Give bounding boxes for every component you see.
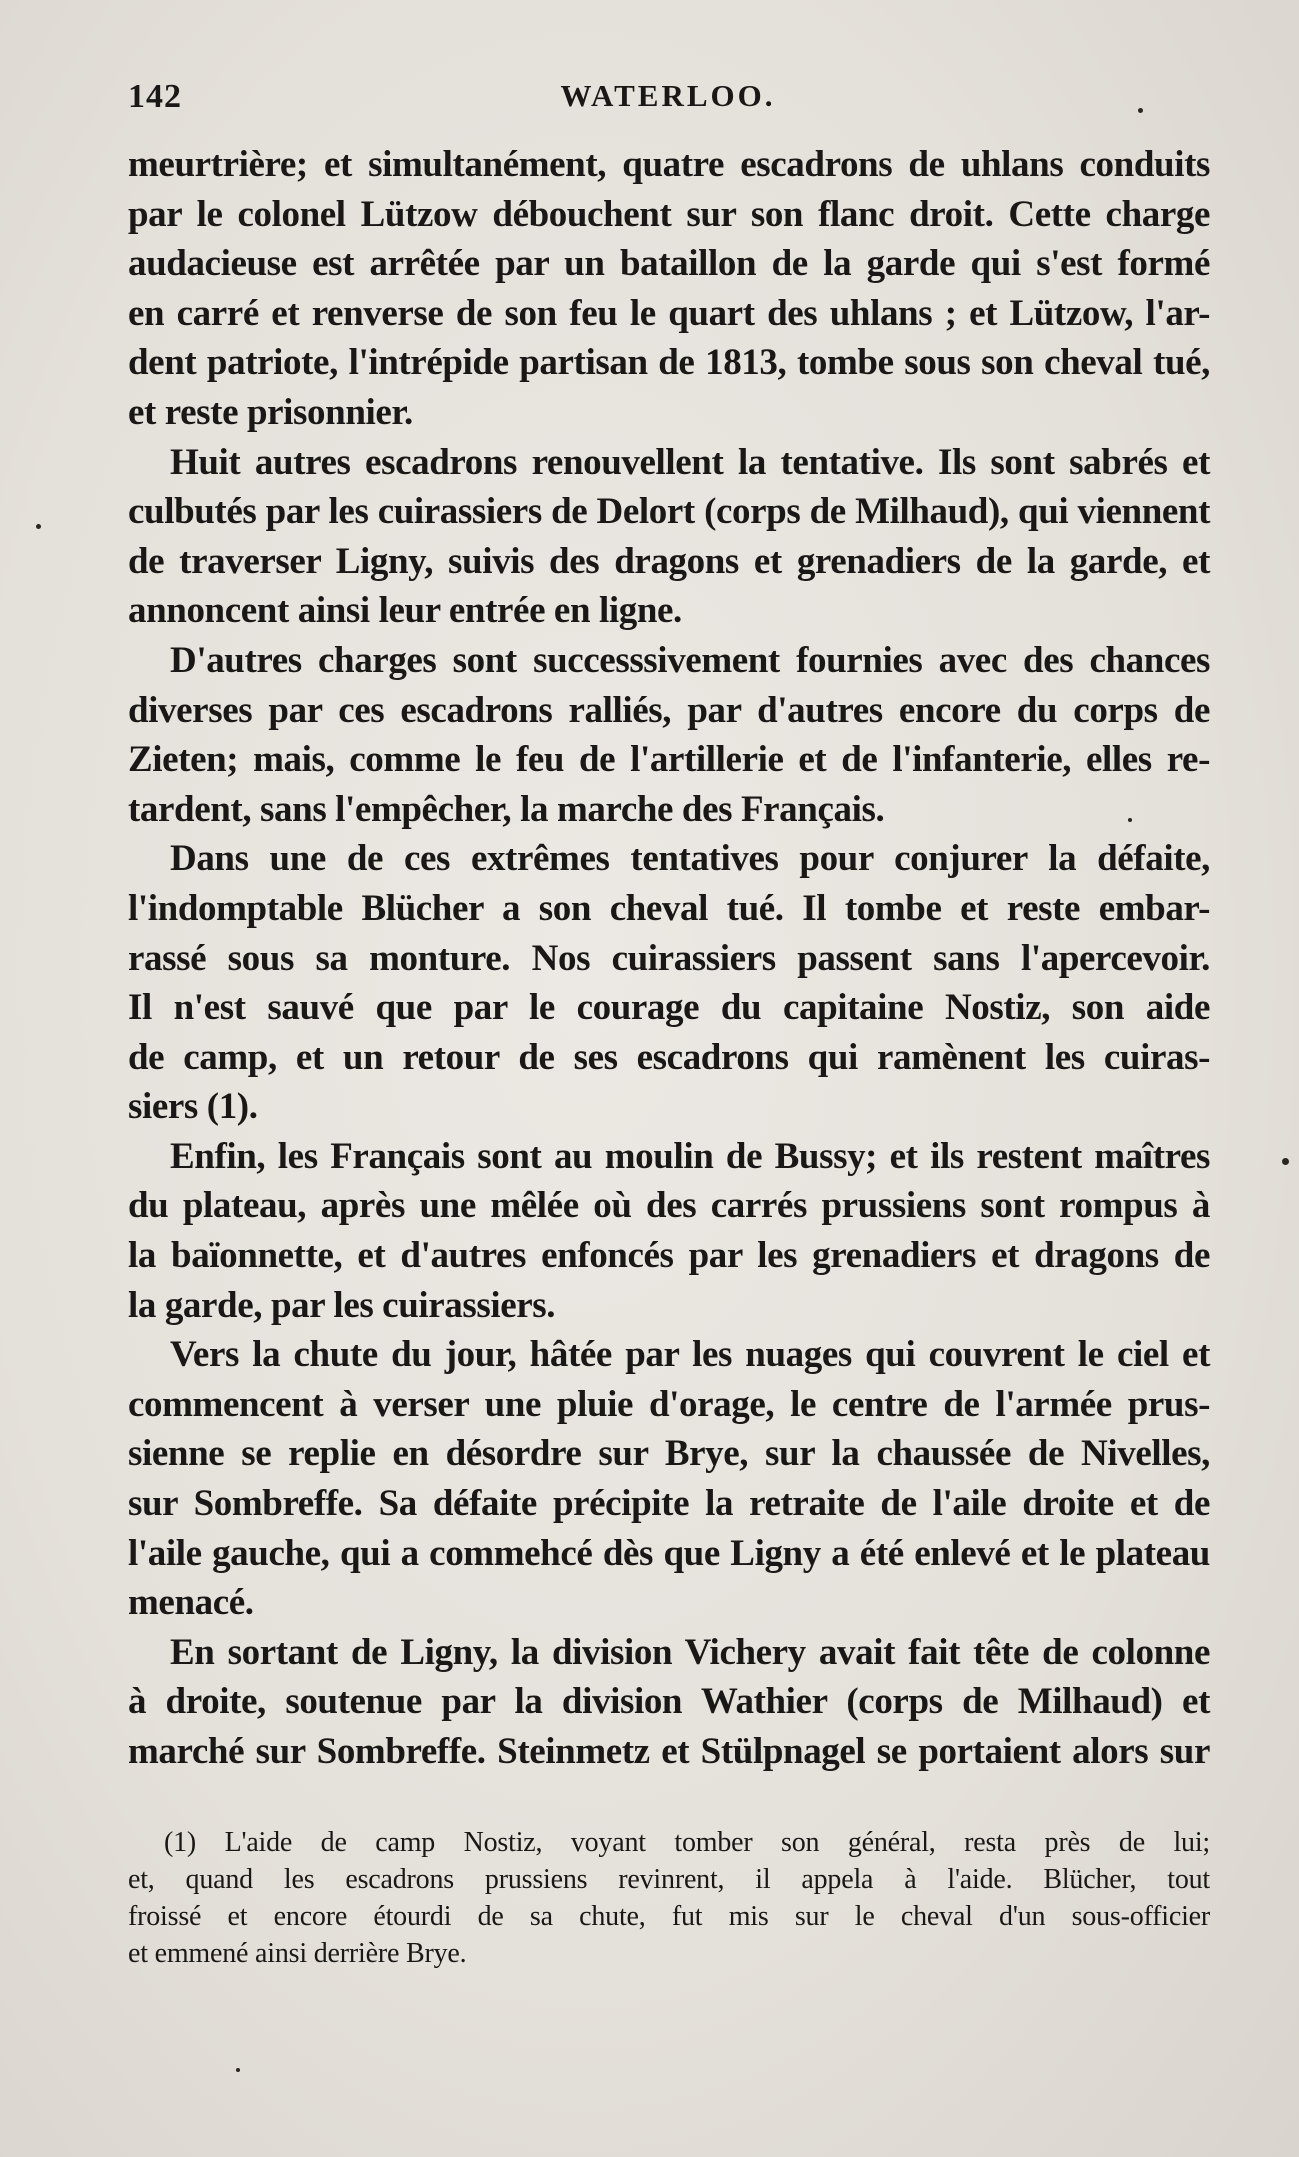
ink-speck [1128, 818, 1132, 822]
footnotes [128, 1824, 1210, 1972]
text-line: siers (1). [128, 1086, 258, 1128]
text-line: menacé. [128, 1582, 254, 1624]
footnote-line: et, quand les escadrons prussiens revinrent, il appela à l'aide. Blücher, tout [128, 1864, 1210, 1895]
text-line: Enfin, les Français sont au moulin de Bussy; et ils restent maîtres [170, 1135, 1210, 1177]
text-line: par le colonel Lützow débouchent sur son flanc droit. Cette charge [128, 193, 1210, 235]
text-line: audacieuse est arrêtée par un bataillon de la garde qui s'est formé [128, 243, 1210, 285]
text-line: sur Sombreffe. Sa défaite précipite la retraite de l'aile droite et de [128, 1483, 1210, 1525]
running-title: WATERLOO. [560, 78, 776, 113]
text-line: sienne se replie en désordre sur Brye, sur la chaussée de Nivelles, [128, 1433, 1210, 1475]
text-line: en carré et renverse de son feu le quart des uhlans ; et Lützow, l'ar- [128, 292, 1210, 334]
text-line: à droite, soutenue par la division Wathier (corps de Milhaud) et [128, 1681, 1210, 1723]
footnote-line: froissé et encore étourdi de sa chute, fut mis sur le cheval d'un sous-officier [128, 1901, 1210, 1932]
text-line: de camp, et un retour de ses escadrons qui ramènent les cuiras- [128, 1036, 1210, 1078]
text-line: Il n'est sauvé que par le courage du capitaine Nostiz, son aide [128, 987, 1210, 1029]
text-line: la garde, par les cuirassiers. [128, 1284, 556, 1326]
text-line: la baïonnette, et d'autres enfoncés par les grenadiers et dragons de [128, 1235, 1210, 1277]
text-line: l'indomptable Blücher a son cheval tué. Il tombe et reste embar- [128, 887, 1210, 929]
text-line: culbutés par les cuirassiers de Delort (corps de Milhaud), qui viennent [128, 491, 1210, 533]
text-line: tardent, sans l'empêcher, la marche des Français. [128, 788, 885, 830]
text-line: D'autres charges sont successsivement fournies avec des chances [170, 639, 1210, 681]
text-line: rassé sous sa monture. Nos cuirassiers passent sans l'apercevoir. [128, 937, 1210, 979]
footnote-line: (1) L'aide de camp Nostiz, voyant tomber son général, resta près de lui; [164, 1827, 1210, 1858]
text-line: En sortant de Ligny, la division Vichery avait fait tête de colonne [170, 1631, 1210, 1673]
text-line: Huit autres escadrons renouvellent la tentative. Ils sont sabrés et [170, 441, 1210, 483]
page-number: 142 [128, 78, 182, 115]
ink-speck [36, 524, 41, 529]
text-line: meurtrière; et simultanément, quatre escadrons de uhlans conduits [128, 144, 1210, 185]
footnote-line: et emmené ainsi derrière Brye. [128, 1938, 467, 1969]
page-header [128, 78, 1208, 124]
text-line: Zieten; mais, comme le feu de l'artillerie et de l'infanterie, elles re- [128, 739, 1210, 781]
ink-speck [236, 2068, 240, 2072]
text-line: l'aile gauche, qui a commehcé dès que Ligny a été enlevé et le plateau [128, 1532, 1210, 1574]
text-line: diverses par ces escadrons ralliés, par d'autres encore du corps de [128, 689, 1210, 731]
text-line: Vers la chute du jour, hâtée par les nuages qui couvrent le ciel et [170, 1334, 1210, 1376]
text-line: dent patriote, l'intrépide partisan de 1813, tombe sous son cheval tué, [128, 342, 1210, 384]
text-line: annoncent ainsi leur entrée en ligne. [128, 590, 682, 632]
ink-speck [1138, 108, 1143, 113]
text-line: et reste prisonnier. [128, 391, 413, 433]
text-line: Dans une de ces extrêmes tentatives pour conjurer la défaite, [170, 838, 1210, 880]
text-line: de traverser Ligny, suivis des dragons et grenadiers de la garde, et [128, 540, 1210, 582]
text-line: commencent à verser une pluie d'orage, le centre de l'armée prus- [128, 1383, 1210, 1425]
ink-speck [1282, 1158, 1289, 1165]
body-text [128, 140, 1210, 1777]
text-line: du plateau, après une mêlée où des carrés prussiens sont rompus à [128, 1185, 1210, 1227]
text-line: marché sur Sombreffe. Steinmetz et Stülpnagel se portaient alors sur [128, 1731, 1210, 1772]
